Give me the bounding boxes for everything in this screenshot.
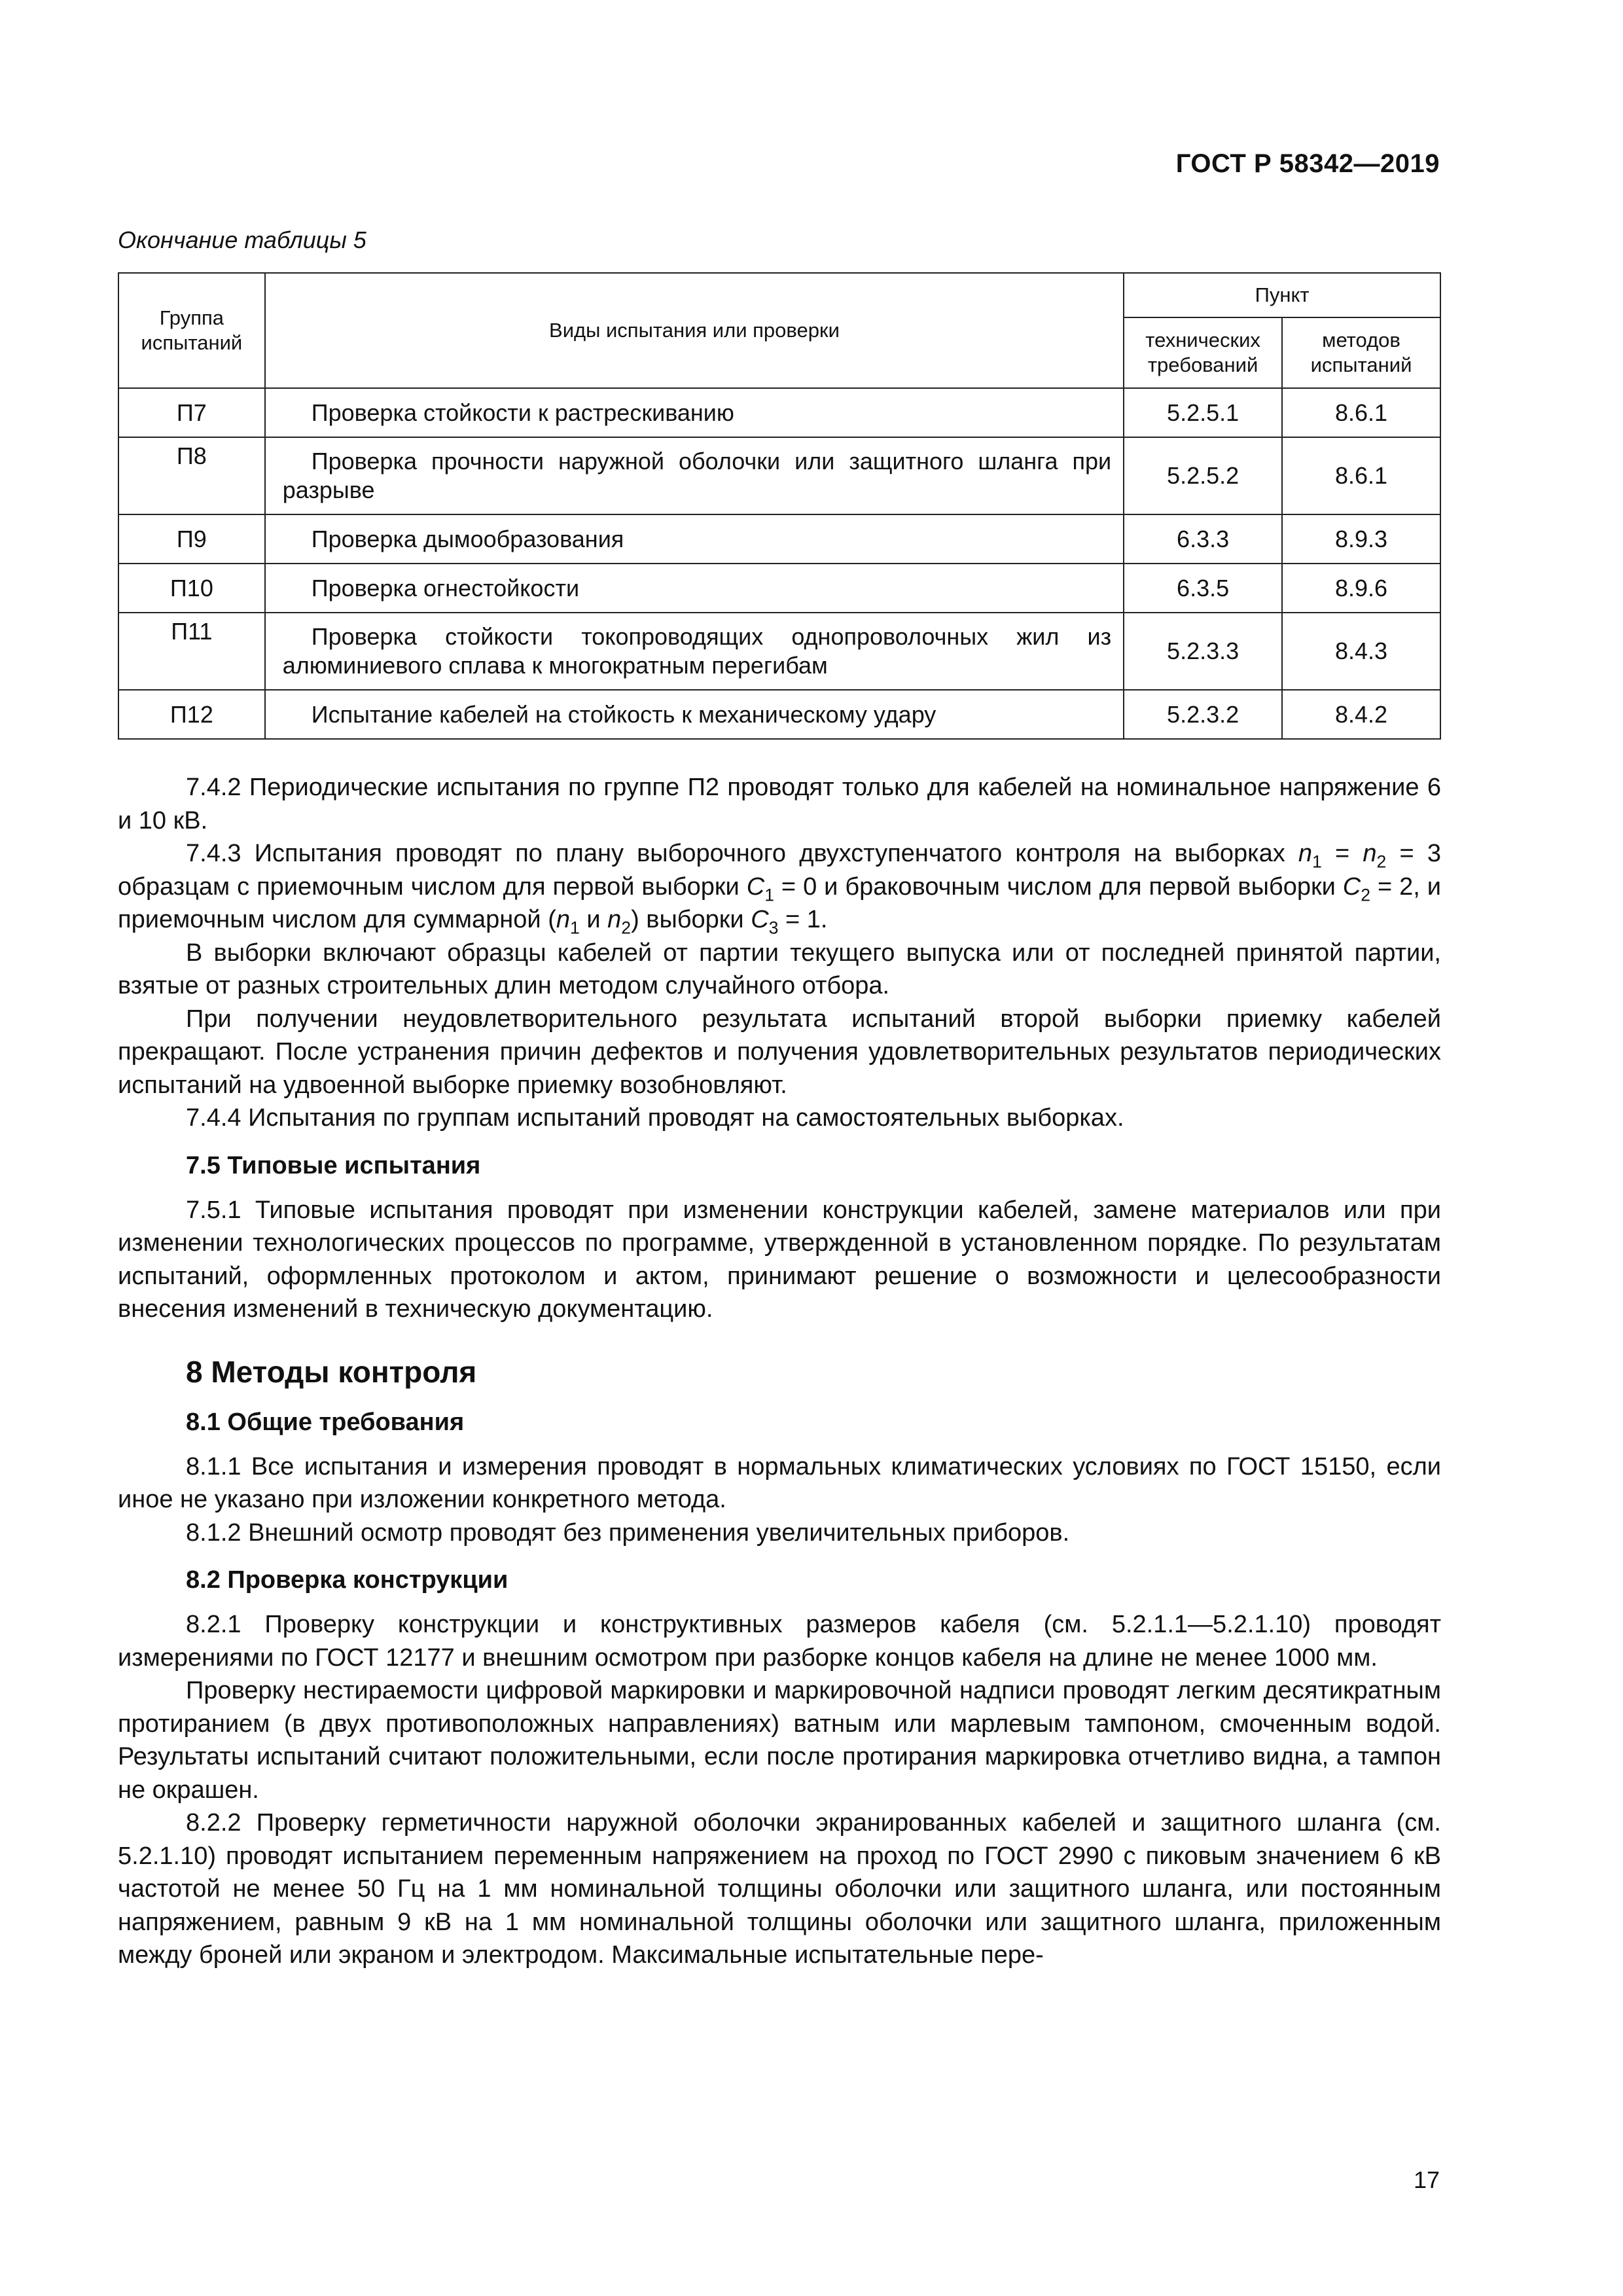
cell-group: П7: [118, 388, 265, 437]
cell-tech: 6.3.3: [1124, 514, 1282, 564]
paragraph-7-4-3: 7.4.3 Испытания проводят по плану выборочного двухступенчатого контроля на выборках $n_1 = n_2 = 3$ образцам с приемочным числом для первой выборки $C_1 = 0$ и браковочным числом для первой выборки $C_2 = 2$, и приемочным числом для суммарной ($n_1$ и $n_2$) выборки $C_3 = 1$.: [118, 840, 1441, 938]
paragraph-8-1-2: 8.1.2 Внешний осмотр проводят без применения увеличительных приборов.: [186, 1518, 1070, 1547]
paragraph-7-4-4: 7.4.4 Испытания по группам испытаний проводят на самостоятельных выборках.: [186, 1104, 1124, 1132]
table-row: [118, 564, 1440, 613]
cell-tech: 5.2.3.3: [1124, 613, 1282, 690]
cell-group: П9: [118, 514, 265, 564]
paragraph-8-2-1: 8.2.1 Проверку конструкции и конструктивных размеров кабеля (см. 5.2.1.1—5.2.1.10) проводят измерениями по ГОСТ 12177 и внешним осмотром при разборке концов кабеля на длине не менее 1000 мм.: [118, 1611, 1441, 1672]
cell-tech: 6.3.5: [1124, 564, 1282, 613]
cell-tech: 5.2.5.2: [1124, 437, 1282, 514]
body-text: [118, 771, 1441, 1972]
cell-kind: Проверка прочности наружной оболочки или защитного шланга при разрыве: [265, 437, 1124, 514]
paragraph-7-5-1: 7.5.1 Типовые испытания проводят при изменении конструкции кабелей, замене материалов или при изменении технологических процессов по программе, утвержденной в установленном порядке. По результатам испытаний, оформленных протоколом и актом, принимают решение о возможности и целесообразности внесения изменений в техническую документацию.: [118, 1196, 1441, 1323]
heading-8-1: 8.1 Общие требования: [186, 1408, 465, 1436]
heading-7-5: 7.5 Типовые испытания: [186, 1151, 481, 1179]
header-clause: Пункт: [1124, 273, 1440, 317]
cell-kind: Проверка огнестойкости: [265, 564, 1124, 613]
header-test-methods: методов испытаний: [1282, 317, 1440, 388]
table-continuation-caption: Окончание таблицы 5: [118, 226, 366, 253]
cell-method: 8.9.6: [1282, 564, 1440, 613]
header-tech-req: технических требований: [1124, 317, 1282, 388]
cell-group: П10: [118, 564, 265, 613]
paragraph-marking: Проверку нестираемости цифровой маркировки и маркировочной надписи проводят легким десятикратным протиранием (в двух противоположных направлениях) ватным или марлевым тампоном, смоченным водой. Результаты испытаний считают положительными, если после протирания маркировка отчетливо видна, а тампон не окрашен.: [118, 1677, 1441, 1804]
table-row: [118, 613, 1440, 690]
page-number: 17: [1413, 2166, 1440, 2193]
cell-kind: Проверка дымообразования: [265, 514, 1124, 564]
table-row: [118, 690, 1440, 739]
test-table: [118, 272, 1441, 740]
heading-8-2: 8.2 Проверка конструкции: [186, 1566, 508, 1594]
cell-method: 8.9.3: [1282, 514, 1440, 564]
cell-group: П11: [118, 613, 265, 690]
table-row: [118, 514, 1440, 564]
table-row: [118, 437, 1440, 514]
header-group: Группа испытаний: [118, 273, 265, 388]
cell-method: 8.6.1: [1282, 437, 1440, 514]
heading-8: 8 Методы контроля: [186, 1354, 477, 1389]
cell-method: 8.4.3: [1282, 613, 1440, 690]
document-id: ГОСТ Р 58342—2019: [1175, 149, 1440, 178]
paragraph-fail: При получении неудовлетворительного результата испытаний второй выборки приемку кабелей прекращают. После устранения причин дефектов и получения удовлетворительных результатов периодических испытаний на удвоенной выборке приемку возобновляют.: [118, 1005, 1441, 1099]
table-row: [118, 388, 1440, 437]
cell-kind: Проверка стойкости токопроводящих однопроволочных жил из алюминиевого сплава к многократным перегибам: [265, 613, 1124, 690]
paragraph-samples: В выборки включают образцы кабелей от партии текущего выпуска или от последней принятой партии, взятые от разных строительных длин методом случайного отбора.: [118, 939, 1441, 999]
cell-tech: 5.2.3.2: [1124, 690, 1282, 739]
paragraph-7-4-2: 7.4.2 Периодические испытания по группе П2 проводят только для кабелей на номинальное напряжение 6 и 10 кВ.: [118, 774, 1441, 834]
cell-tech: 5.2.5.1: [1124, 388, 1282, 437]
header-kind: Виды испытания или проверки: [265, 273, 1124, 388]
cell-method: 8.6.1: [1282, 388, 1440, 437]
cell-group: П8: [118, 437, 265, 514]
cell-group: П12: [118, 690, 265, 739]
cell-kind: Испытание кабелей на стойкость к механическому удару: [265, 690, 1124, 739]
cell-kind: Проверка стойкости к растрескиванию: [265, 388, 1124, 437]
paragraph-8-2-2: 8.2.2 Проверку герметичности наружной оболочки экранированных кабелей и защитного шланга (см. 5.2.1.10) проводят испытанием переменным напряжением на проход по ГОСТ 2990 с пиковым значением 6 кВ частотой не менее 50 Гц на 1 мм номинальной толщины оболочки или защитного шланга, или постоянным напряжением, равным 9 кВ на 1 мм номинальной толщины оболочки или защитного шланга, приложенным между броней или экраном и электродом. Максимальные испытательные пере-: [118, 1809, 1441, 1969]
paragraph-8-1-1: 8.1.1 Все испытания и измерения проводят в нормальных климатических условиях по ГОСТ 15150, если иное не указано при изложении конкретного метода.: [118, 1452, 1441, 1513]
cell-method: 8.4.2: [1282, 690, 1440, 739]
